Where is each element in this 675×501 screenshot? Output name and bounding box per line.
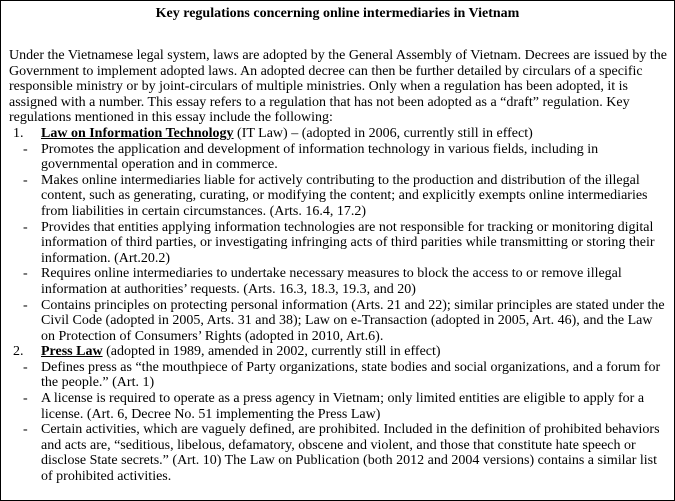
law-details: (adopted in 1989, amended in 2002, currently still in effect) <box>102 344 441 360</box>
law-name: Law on Information Technology <box>41 125 234 141</box>
bullet-text: Makes online intermediaries liable for actively contributing to the production and distribution of the illegal content, such as generating, curating, or modifying the content; and explicitly exempts online intermediaries from liabilities in certain circumstances. (Arts. 16.4, 17.2) <box>41 172 648 219</box>
bullet-text: Defines press as “the mouthpiece of Party organizations, state bodies and social organizations, and a forum for the people.” (Art. 1) <box>41 359 661 391</box>
dash-marker: - <box>23 266 28 282</box>
document-body <box>9 48 667 485</box>
bullet-item <box>9 298 667 345</box>
section-number: 2. <box>13 344 24 360</box>
law-details: (IT Law) – (adopted in 2006, currently still in effect) <box>233 125 533 141</box>
bullet-text: Certain activities, which are vaguely defined, are prohibited. Included in the definition of prohibited behaviors and acts are, “seditious, libelous, defamatory, obscene and violent, and those that constitute hate speech or disclose State secrets.” (Art. 10) The Law on Publication (both 2012 and 2004 versions) contains a similar list of prohibited activities. <box>41 422 660 485</box>
bullet-text: Provides that entities applying information technologies are not responsible for tracking or monitoring digital information of third parties, or investigating infringing acts of third parities while transmitting or storing their information. (Art.20.2) <box>41 219 655 266</box>
section-it-law <box>9 126 667 142</box>
dash-marker: - <box>23 359 28 375</box>
bullet-item <box>9 422 667 484</box>
bullet-text: Requires online intermediaries to undertake necessary measures to block the access to or remove illegal information at authorities’ requests. (Arts. 16.3, 18.3, 19.3, and 20) <box>41 266 622 297</box>
document-title: Key regulations concerning online intermediaries in Vietnam <box>155 6 520 21</box>
law-name: Press Law <box>41 344 103 360</box>
bullet-text: Promotes the application and development of information technology in various fields, including in governmental operation and in commerce. <box>41 141 599 173</box>
bullet-item <box>9 391 667 422</box>
bullet-item <box>9 142 667 173</box>
dash-marker: - <box>23 172 28 188</box>
section-heading <box>41 344 667 360</box>
bullet-item <box>9 220 667 267</box>
bullet-text: Contains principles on protecting personal information (Arts. 21 and 22); similar principles are stated under the Civil Code (adopted in 2005, Arts. 31 and 38); Law on e-Transaction (adopted in 2005, Art. 46), and the Law on Protection of Consumers’ Rights (adopted in 2010, Art.6). <box>41 297 665 344</box>
bullet-item <box>9 173 667 220</box>
dash-marker: - <box>23 141 28 157</box>
section-heading <box>41 126 667 142</box>
bullet-item <box>9 360 667 391</box>
dash-marker: - <box>23 219 28 235</box>
dash-marker: - <box>23 391 28 407</box>
dash-marker: - <box>23 297 28 313</box>
bullet-item <box>9 266 667 297</box>
section-number: 1. <box>13 125 24 141</box>
intro-paragraph: Under the Vietnamese legal system, laws are adopted by the General Assembly of Vietnam. Decrees are issued by the Government to implement adopted laws. An adopted decree can then be further detailed by circulars of a specific responsible ministry or by joint-circulars of multiple ministries. Only when a regulation has been adopted, it is assigned with a number. This essay refers to a regulation that has not been adopted as a “draft” regulation. Key regulations mentioned in this essay include the following: <box>9 48 667 126</box>
bullet-text: A license is required to operate as a press agency in Vietnam; only limited entities are eligible to apply for a license. (Art. 6, Decree No. 51 implementing the Press Law) <box>41 391 645 422</box>
dash-marker: - <box>23 422 28 438</box>
section-press-law <box>9 344 667 360</box>
